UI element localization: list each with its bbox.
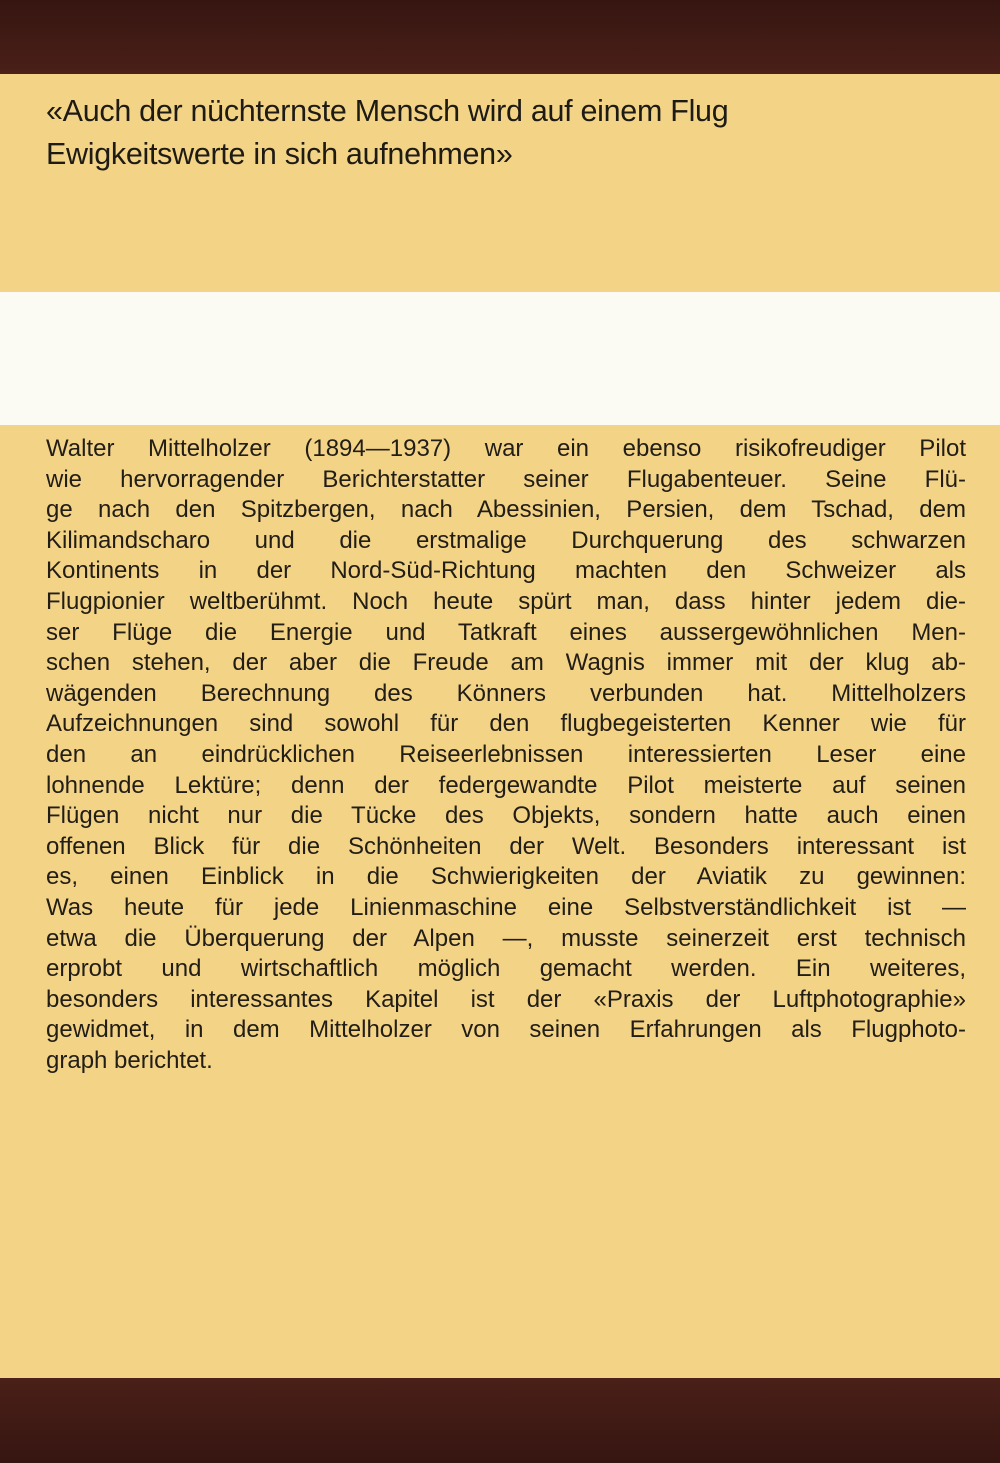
blurb-line: Flügen nicht nur die Tücke des Objekts, sondern hatte auch einen — [46, 802, 966, 830]
blurb-line: Aufzeichnungen sind sowohl für den flugbegeisterten Kenner wie für — [46, 710, 966, 738]
pull-quote — [46, 90, 976, 176]
blurb-line: offenen Blick für die Schönheiten der Welt. Besonders interessant ist — [46, 832, 966, 860]
blurb-line: ge nach den Spitzbergen, nach Abessinien, Persien, dem Tschad, dem — [46, 496, 966, 524]
blurb-text — [46, 434, 966, 1076]
pull-quote-line: «Auch der nüchternste Mensch wird auf einem Flug — [46, 94, 729, 128]
top-border — [0, 0, 1000, 74]
blurb-line: wie hervorragender Berichterstatter seiner Flugabenteuer. Seine Flü- — [46, 465, 966, 493]
blurb-line: den an eindrücklichen Reiseerlebnissen interessierten Leser eine — [46, 740, 966, 768]
blurb-line: Was heute für jede Linienmaschine eine Selbstverständlichkeit ist — — [46, 893, 966, 921]
blurb-line-last: graph berichtet. — [46, 1046, 213, 1074]
white-stripe — [0, 292, 1000, 425]
blurb-line: Walter Mittelholzer (1894—1937) war ein ebenso risikofreudiger Pilot — [46, 435, 966, 462]
blurb-line: lohnende Lektüre; denn der federgewandte Pilot meisterte auf seinen — [46, 771, 966, 799]
text-panel-lower — [0, 1042, 1000, 1378]
blurb-line: wägenden Berechnung des Könners verbunden hat. Mittelholzers — [46, 679, 966, 707]
blurb-line: gewidmet, in dem Mittelholzer von seinen Erfahrungen als Flugphoto- — [46, 1016, 966, 1044]
blurb-line: Flugpionier weltberühmt. Noch heute spürt man, dass hinter jedem die- — [46, 587, 966, 615]
blurb-line: ser Flüge die Energie und Tatkraft eines aussergewöhnlichen Men- — [46, 618, 966, 646]
blurb-line: etwa die Überquerung der Alpen —, musste seinerzeit erst technisch — [46, 924, 966, 952]
blurb-line: besonders interessantes Kapitel ist der «Praxis der Luftphotographie» — [46, 985, 966, 1013]
bottom-border — [0, 1378, 1000, 1463]
blurb-line: Kilimandscharo und die erstmalige Durchquerung des schwarzen — [46, 526, 966, 554]
blurb-line: Kontinents in der Nord-Süd-Richtung machten den Schweizer als — [46, 557, 966, 585]
blurb-line: erprobt und wirtschaftlich möglich gemacht werden. Ein weiteres, — [46, 955, 966, 983]
blurb-line: schen stehen, der aber die Freude am Wagnis immer mit der klug ab- — [46, 649, 966, 677]
pull-quote-line: Ewigkeitswerte in sich aufnehmen» — [46, 137, 513, 171]
blurb-line: es, einen Einblick in die Schwierigkeiten der Aviatik zu gewinnen: — [46, 863, 966, 891]
